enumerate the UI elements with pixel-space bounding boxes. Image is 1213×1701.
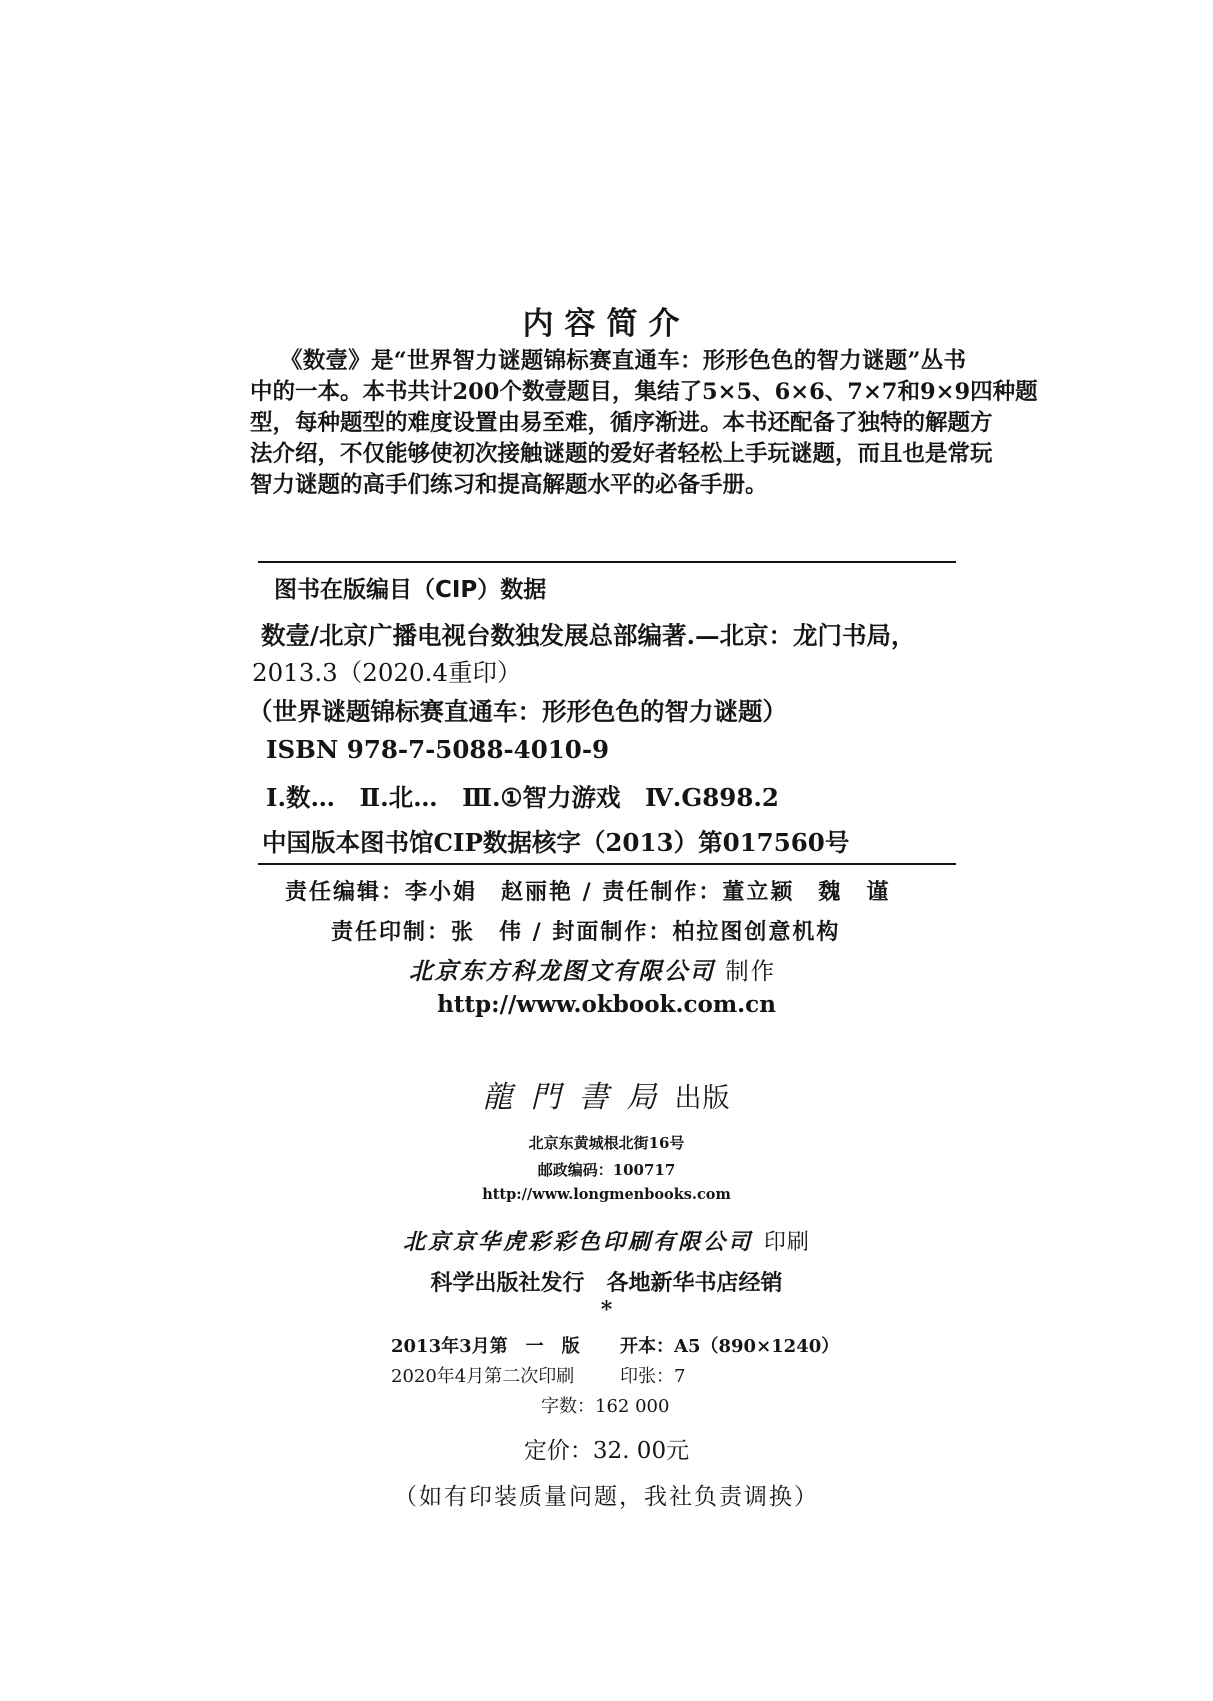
maker-company: 北京东方科龙图文有限公司 xyxy=(409,957,715,985)
okbook-url: http://www.okbook.com.cn xyxy=(437,991,776,1018)
publisher-postcode: 邮政编码：100717 xyxy=(537,1161,676,1179)
publisher-name: 龍門書局 xyxy=(482,1080,675,1115)
printer-company: 北京京华虎彩彩色印刷有限公司 xyxy=(403,1229,754,1255)
intro-line: 《数壹》是“世界智力谜题锦标赛直通车：形形色色的智力谜题”丛书 xyxy=(280,348,966,374)
publisher-address: 北京东黄城根北街16号 xyxy=(528,1134,685,1152)
intro-line: 型，每种题型的难度设置由易至难，循序渐进。本书还配备了独特的解题方 xyxy=(250,410,993,436)
maker-line xyxy=(409,952,776,986)
star-separator: * xyxy=(600,1297,613,1323)
maker-suffix: 制作 xyxy=(725,957,777,985)
cip-series: （世界谜题锦标赛直通车：形形色色的智力谜题） xyxy=(248,697,787,726)
book-format: 开本：A5（890×1240） xyxy=(620,1336,840,1357)
cip-bottom-rule xyxy=(258,863,956,865)
printer-line xyxy=(0,1225,1213,1256)
publisher-url: http://www.longmenbooks.com xyxy=(482,1186,731,1203)
first-edition: 2013年3月第 一 版 xyxy=(391,1336,580,1357)
intro-line: 智力谜题的高手们练习和提高解题水平的必备手册。 xyxy=(250,472,768,498)
print-sheets: 印张：7 xyxy=(620,1366,686,1387)
intro-body xyxy=(250,346,1038,501)
cip-number: 中国版本图书馆CIP数据核字（2013）第017560号 xyxy=(262,828,850,857)
cip-classification: Ⅰ.数… Ⅱ.北… Ⅲ.①智力游戏 Ⅳ.G898.2 xyxy=(266,783,779,812)
publisher-line xyxy=(0,1072,1213,1116)
quality-note: （如有印装质量问题，我社负责调换） xyxy=(394,1484,819,1510)
intro-title: 内容简介 xyxy=(522,306,691,342)
word-count: 字数：162 000 xyxy=(541,1396,670,1417)
cip-top-rule xyxy=(258,561,956,563)
cip-heading: 图书在版编目（CIP）数据 xyxy=(274,577,547,603)
cip-entry-line2: 2013.3（2020.4重印） xyxy=(252,658,522,687)
reprint-info: 2020年4月第二次印刷 xyxy=(391,1366,575,1387)
intro-line: 中的一本。本书共计200个数壹题目，集结了5×5、6×6、7×7和9×9四种题 xyxy=(250,379,1038,405)
printer-suffix: 印刷 xyxy=(763,1230,810,1255)
publisher-suffix: 出版 xyxy=(674,1083,731,1114)
price: 定价：32. 00元 xyxy=(523,1438,690,1464)
distribution-line: 科学出版社发行 各地新华书店经销 xyxy=(430,1270,783,1296)
intro-line: 法介绍，不仅能够使初次接触谜题的爱好者轻松上手玩谜题，而且也是常玩 xyxy=(250,441,993,467)
credits-editors: 责任编辑：李小娟 赵丽艳 / 责任制作：董立颖 魏 谨 xyxy=(285,879,891,905)
cip-isbn: ISBN 978-7-5088-4010-9 xyxy=(266,735,610,764)
cip-entry-line1: 数壹/北京广播电视台数独发展总部编著.—北京：龙门书局， xyxy=(261,621,916,650)
credits-production: 责任印制：张 伟 / 封面制作：柏拉图创意机构 xyxy=(331,919,841,945)
